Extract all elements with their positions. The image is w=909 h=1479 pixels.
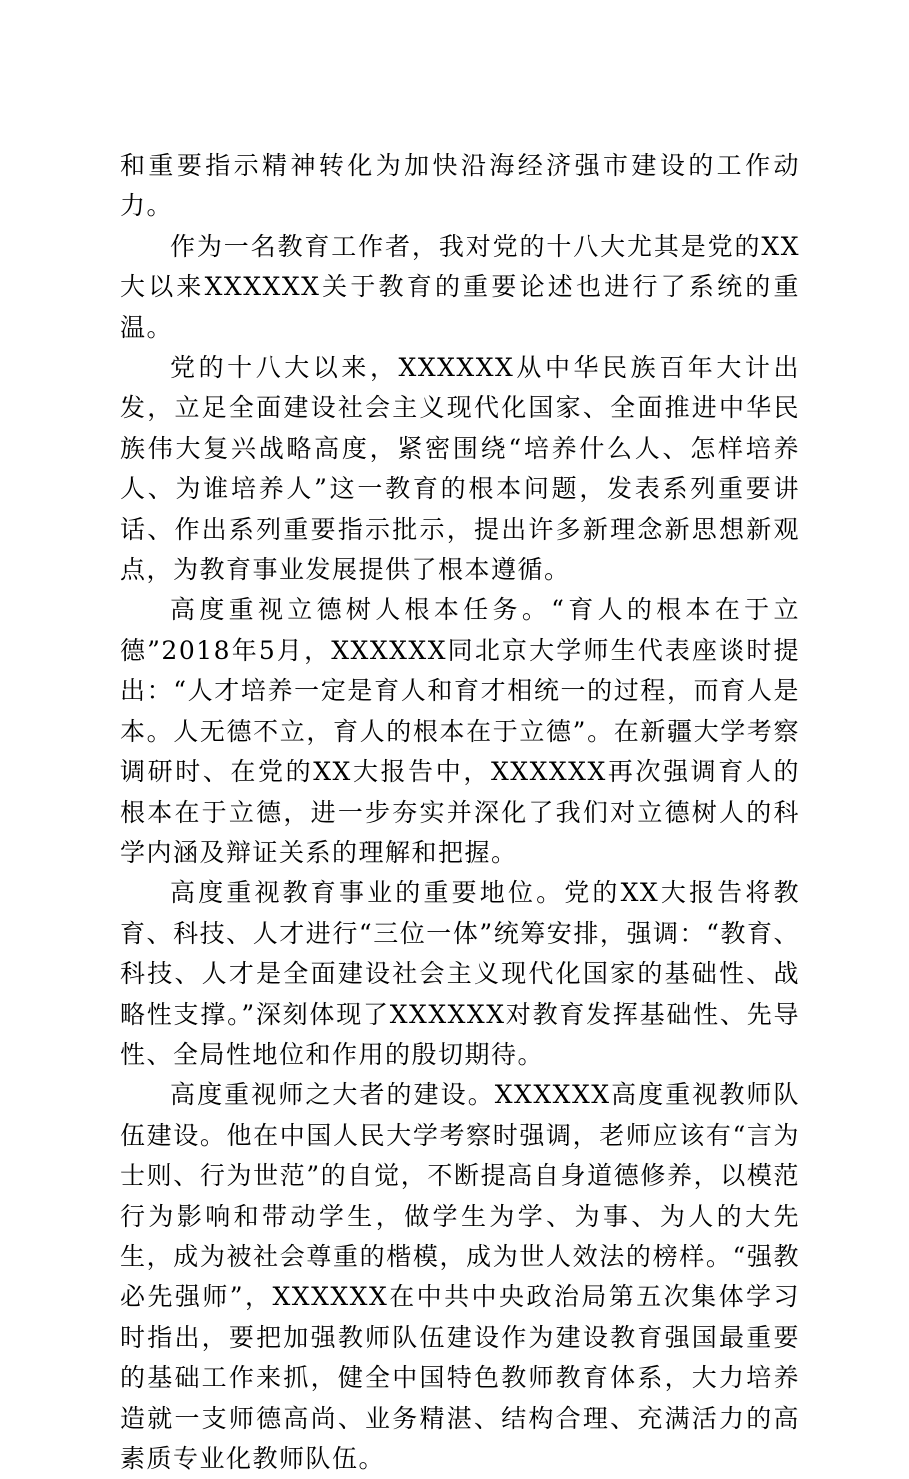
paragraph-education-status: 高度重视教育事业的重要地位。党的XX大报告将教育、科技、人才进行“三位一体”统筹安排，强调：“教育、科技、人才是全面建设社会主义现代化国家的基础性、战略性支撑。”深刻体现了XXXXXX对教育发挥基础性、先导性、全局性地位和作用的殷切期待。 bbox=[120, 878, 800, 1069]
paragraph-educator-review: 作为一名教育工作者，我对党的十八大尤其是党的XX大以来XXXXXX关于教育的重要论述也进行了系统的重温。 bbox=[120, 231, 800, 342]
paragraph-continuation: 和重要指示精神转化为加快沿海经济强市建设的工作动力。 bbox=[120, 151, 800, 221]
paragraph-since-18th-congress: 党的十八大以来，XXXXXX从中华民族百年大计出发，立足全面建设社会主义现代化国家、全面推进中华民族伟大复兴战略高度，紧密围绕“培养什么人、怎样培养人、为谁培养人”这一教育的根本问题，发表系列重要讲话、作出系列重要指示批示，提出许多新理念新思想新观点，为教育事业发展提供了根本遵循。 bbox=[120, 353, 800, 585]
document-body bbox=[120, 146, 800, 1479]
paragraph-teacher-building: 高度重视师之大者的建设。XXXXXX高度重视教师队伍建设。他在中国人民大学考察时强调，老师应该有“言为士则、行为世范”的自觉，不断提高自身道德修养，以模范行为影响和带动学生，做学生为学、为事、为人的大先生，成为被社会尊重的楷模，成为世人效法的榜样。“强教必先强师”，XXXXXX在中共中央政治局第五次集体学习时指出，要把加强教师队伍建设作为建设教育强国最重要的基础工作来抓，健全中国特色教师教育体系，大力培养造就一支师德高尚、业务精湛、结构合理、充满活力的高素质专业化教师队伍。 bbox=[120, 1080, 800, 1473]
paragraph-moral-education: 高度重视立德树人根本任务。“育人的根本在于立德”2018年5月，XXXXXX同北京大学师生代表座谈时提出：“人才培养一定是育人和育才相统一的过程，而育人是本。人无德不立，育人的根本在于立德”。在新疆大学考察调研时、在党的XX大报告中，XXXXXX再次强调育人的根本在于立德，进一步夯实并深化了我们对立德树人的科学内涵及辩证关系的理解和把握。 bbox=[120, 595, 800, 867]
